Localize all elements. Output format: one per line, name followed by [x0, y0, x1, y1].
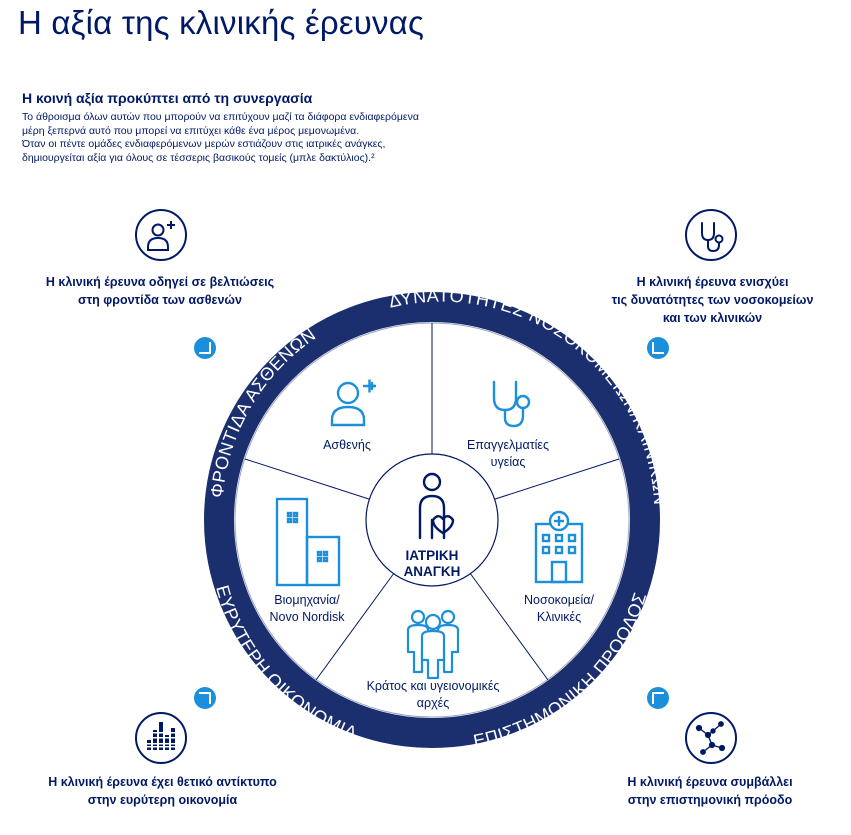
segment-label-industry-line2: Novo Nordisk [269, 610, 345, 624]
segment-label-hospitals-line1: Νοσοκομεία/ [524, 593, 594, 607]
segment-label-authorities-line1: Κράτος και υγειονομικές [366, 679, 500, 693]
intro-line: Όταν οι πέντε ομάδες ενδιαφερόμενων μερών εστιάζουν στις ιατρικές ανάγκες, [22, 138, 386, 150]
intro-line: δημιουργείται αξία για όλους σε τέσσερις βασικούς τομείς (μπλε δακτύλιος).² [22, 151, 375, 164]
segment-label-patient: Ασθενής [323, 438, 371, 452]
corner-line: και των κλινικών [662, 311, 763, 325]
intro-line: μέρη ξεπερνά αυτό που μπορεί να επιτύχει κάθε ένα μέρος μεμονωμένα. [22, 124, 360, 137]
center-label-line1: ΙΑΤΡΙΚΗ [405, 548, 459, 563]
center-label-line2: ΑΝΑΓΚΗ [403, 564, 461, 579]
stethoscope-icon [686, 210, 736, 260]
corner-line: Η κλινική έρευνα ενισχύει [636, 275, 789, 289]
segment-label-hcp-line1: Επαγγελματίες [466, 438, 550, 452]
corner-line: τις δυνατότητες των νοσοκομείων [611, 293, 814, 307]
constellation-icon [686, 713, 736, 763]
corner-line: στην ευρύτερη οικονομία [87, 793, 238, 807]
economy-bars-icon [136, 713, 186, 763]
ring-label-hospital-capacity: ΔΥΝΑΤΟΤΗΤΕΣ ΝΟΣΟΚΟΜΕΙΩΝ/ΚΛΙΝΙΚΩΝ [386, 285, 671, 506]
page-title: Η αξία της κλινικής έρευνας [18, 4, 425, 41]
corner-marker-top-right [647, 337, 669, 359]
ring-label-patient-care: ΦΡΟΝΤΙΔΑ ΑΣΘΕΝΩΝ [206, 324, 320, 499]
patient-plus-icon [136, 210, 186, 260]
corner-marker-top-left [194, 337, 216, 359]
corner-marker-bottom-right [647, 687, 669, 709]
corner-marker-bottom-left [194, 687, 216, 709]
corner-line: Η κλινική έρευνα έχει θετικό αντίκτυπο [48, 775, 277, 789]
segment-label-industry-line1: Βιομηχανία/ [274, 593, 340, 607]
segment-label-hospitals-line2: Κλινικές [536, 610, 582, 624]
page-subtitle: Η κοινή αξία προκύπτει από τη συνεργασία [22, 90, 313, 106]
ring-label-wider-economy: ΕΥΡΥΤΕΡΗ ΟΙΚΟΝΟΜΙΑ [212, 583, 361, 744]
segment-label-hcp-line2: υγείας [490, 455, 526, 469]
corner-line: στη φροντίδα των ασθενών [78, 293, 242, 307]
intro-line: Το άθροισμα όλων αυτών που μπορούν να επιτύχουν μαζί τα διάφορα ενδιαφερόμενα [22, 111, 419, 123]
corner-line: Η κλινική έρευνα συμβάλλει [627, 775, 793, 789]
ring-label-scientific-progress: ΕΠΙΣΤΗΜΟΝΙΚΗ ΠΡΟΟΔΟΣ [471, 589, 651, 752]
corner-line: Η κλινική έρευνα οδηγεί σε βελτιώσεις [45, 275, 275, 289]
corner-line: στην επιστημονική πρόοδο [627, 793, 793, 807]
segment-label-authorities-line2: αρχές [416, 696, 450, 710]
